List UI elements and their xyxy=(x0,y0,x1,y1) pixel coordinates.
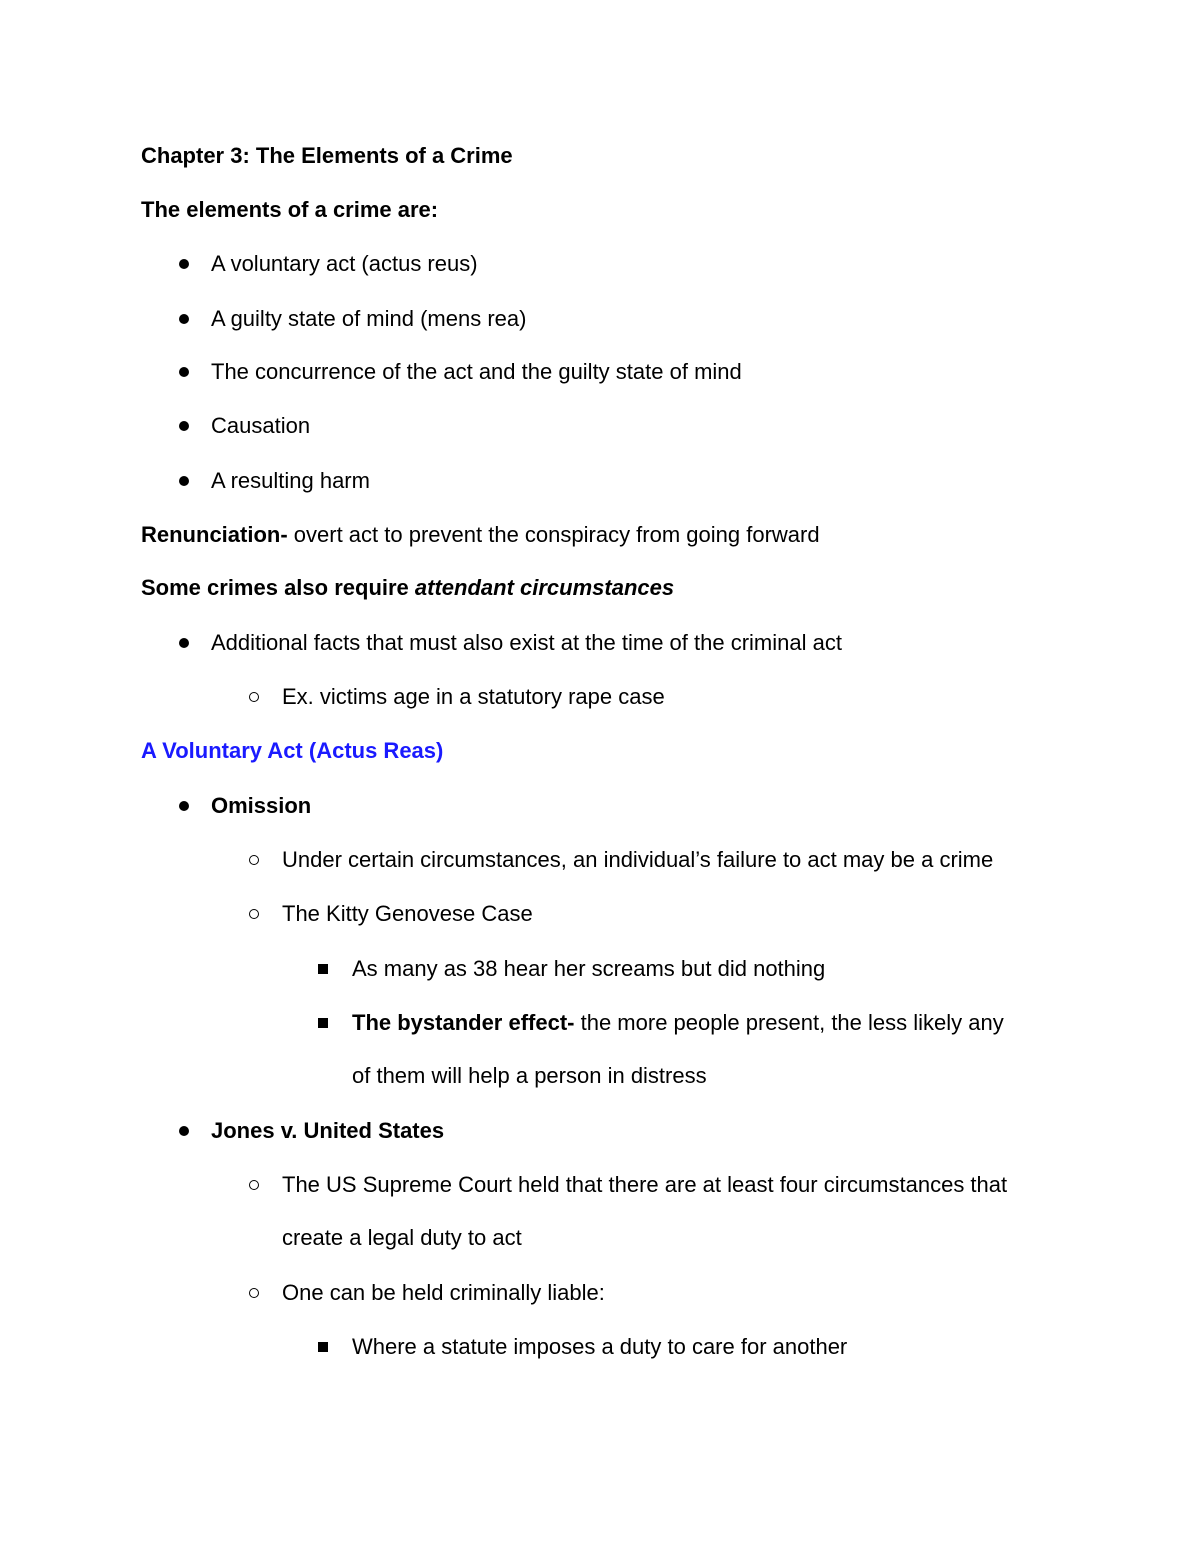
bullet-circle-icon xyxy=(249,909,259,919)
bullet-circle-icon xyxy=(249,1180,259,1190)
bullet-circle-icon xyxy=(249,1288,259,1298)
list-item-text: As many as 38 hear her screams but did nothing xyxy=(352,956,826,981)
bullet-disc-icon xyxy=(179,314,189,324)
bullet-square-icon xyxy=(318,1342,328,1352)
bystander-definition: the more people present, the less likely any xyxy=(574,1010,1004,1035)
list-item-text: Ex. victims age in a statutory rape case xyxy=(282,684,665,709)
bullet-disc-icon xyxy=(179,259,189,269)
bullet-square-icon xyxy=(318,964,328,974)
list-item-text: Causation xyxy=(211,413,311,438)
section-heading: A Voluntary Act (Actus Reas) xyxy=(141,738,444,763)
list-item-text: Where a statute imposes a duty to care for another xyxy=(352,1334,848,1359)
omission-label: Omission xyxy=(211,793,312,818)
list-item-continuation: create a legal duty to act xyxy=(282,1225,522,1250)
attendant-prefix: Some crimes also require xyxy=(141,575,415,600)
bullet-disc-icon xyxy=(179,1126,189,1136)
bullet-circle-icon xyxy=(249,855,259,865)
list-item-text: One can be held criminally liable: xyxy=(282,1280,605,1305)
list-item-text: Under certain circumstances, an individual’s failure to act may be a crime xyxy=(282,847,994,872)
bullet-disc-icon xyxy=(179,638,189,648)
list-item-text: A resulting harm xyxy=(211,468,370,493)
list-item-text: A guilty state of mind (mens rea) xyxy=(211,306,527,331)
attendant-emphasis: attendant circumstances xyxy=(414,575,675,600)
renunciation-paragraph xyxy=(141,520,820,550)
bullet-circle-icon xyxy=(249,692,259,702)
list-item-text: The Kitty Genovese Case xyxy=(282,901,533,926)
bullet-disc-icon xyxy=(179,801,189,811)
bystander-term: The bystander effect- xyxy=(352,1010,575,1035)
bullet-disc-icon xyxy=(179,367,189,377)
bullet-square-icon xyxy=(318,1018,328,1028)
list-item-text: A voluntary act (actus reus) xyxy=(211,251,478,276)
chapter-title: Chapter 3: The Elements of a Crime xyxy=(141,143,513,168)
list-item-text: The concurrence of the act and the guilty state of mind xyxy=(211,359,742,384)
renunciation-definition: overt act to prevent the conspiracy from going forward xyxy=(287,522,820,547)
list-item-text: The US Supreme Court held that there are at least four circumstances that xyxy=(282,1172,1008,1197)
bullet-disc-icon xyxy=(179,476,189,486)
renunciation-term: Renunciation- xyxy=(141,522,288,547)
bystander-continuation: of them will help a person in distress xyxy=(352,1063,707,1088)
bullet-disc-icon xyxy=(179,421,189,431)
list-item-text: Additional facts that must also exist at the time of the criminal act xyxy=(211,630,842,655)
elements-heading: The elements of a crime are: xyxy=(141,197,439,222)
attendant-heading xyxy=(141,573,674,603)
bystander-line xyxy=(352,1008,1004,1038)
jones-label: Jones v. United States xyxy=(211,1118,445,1143)
